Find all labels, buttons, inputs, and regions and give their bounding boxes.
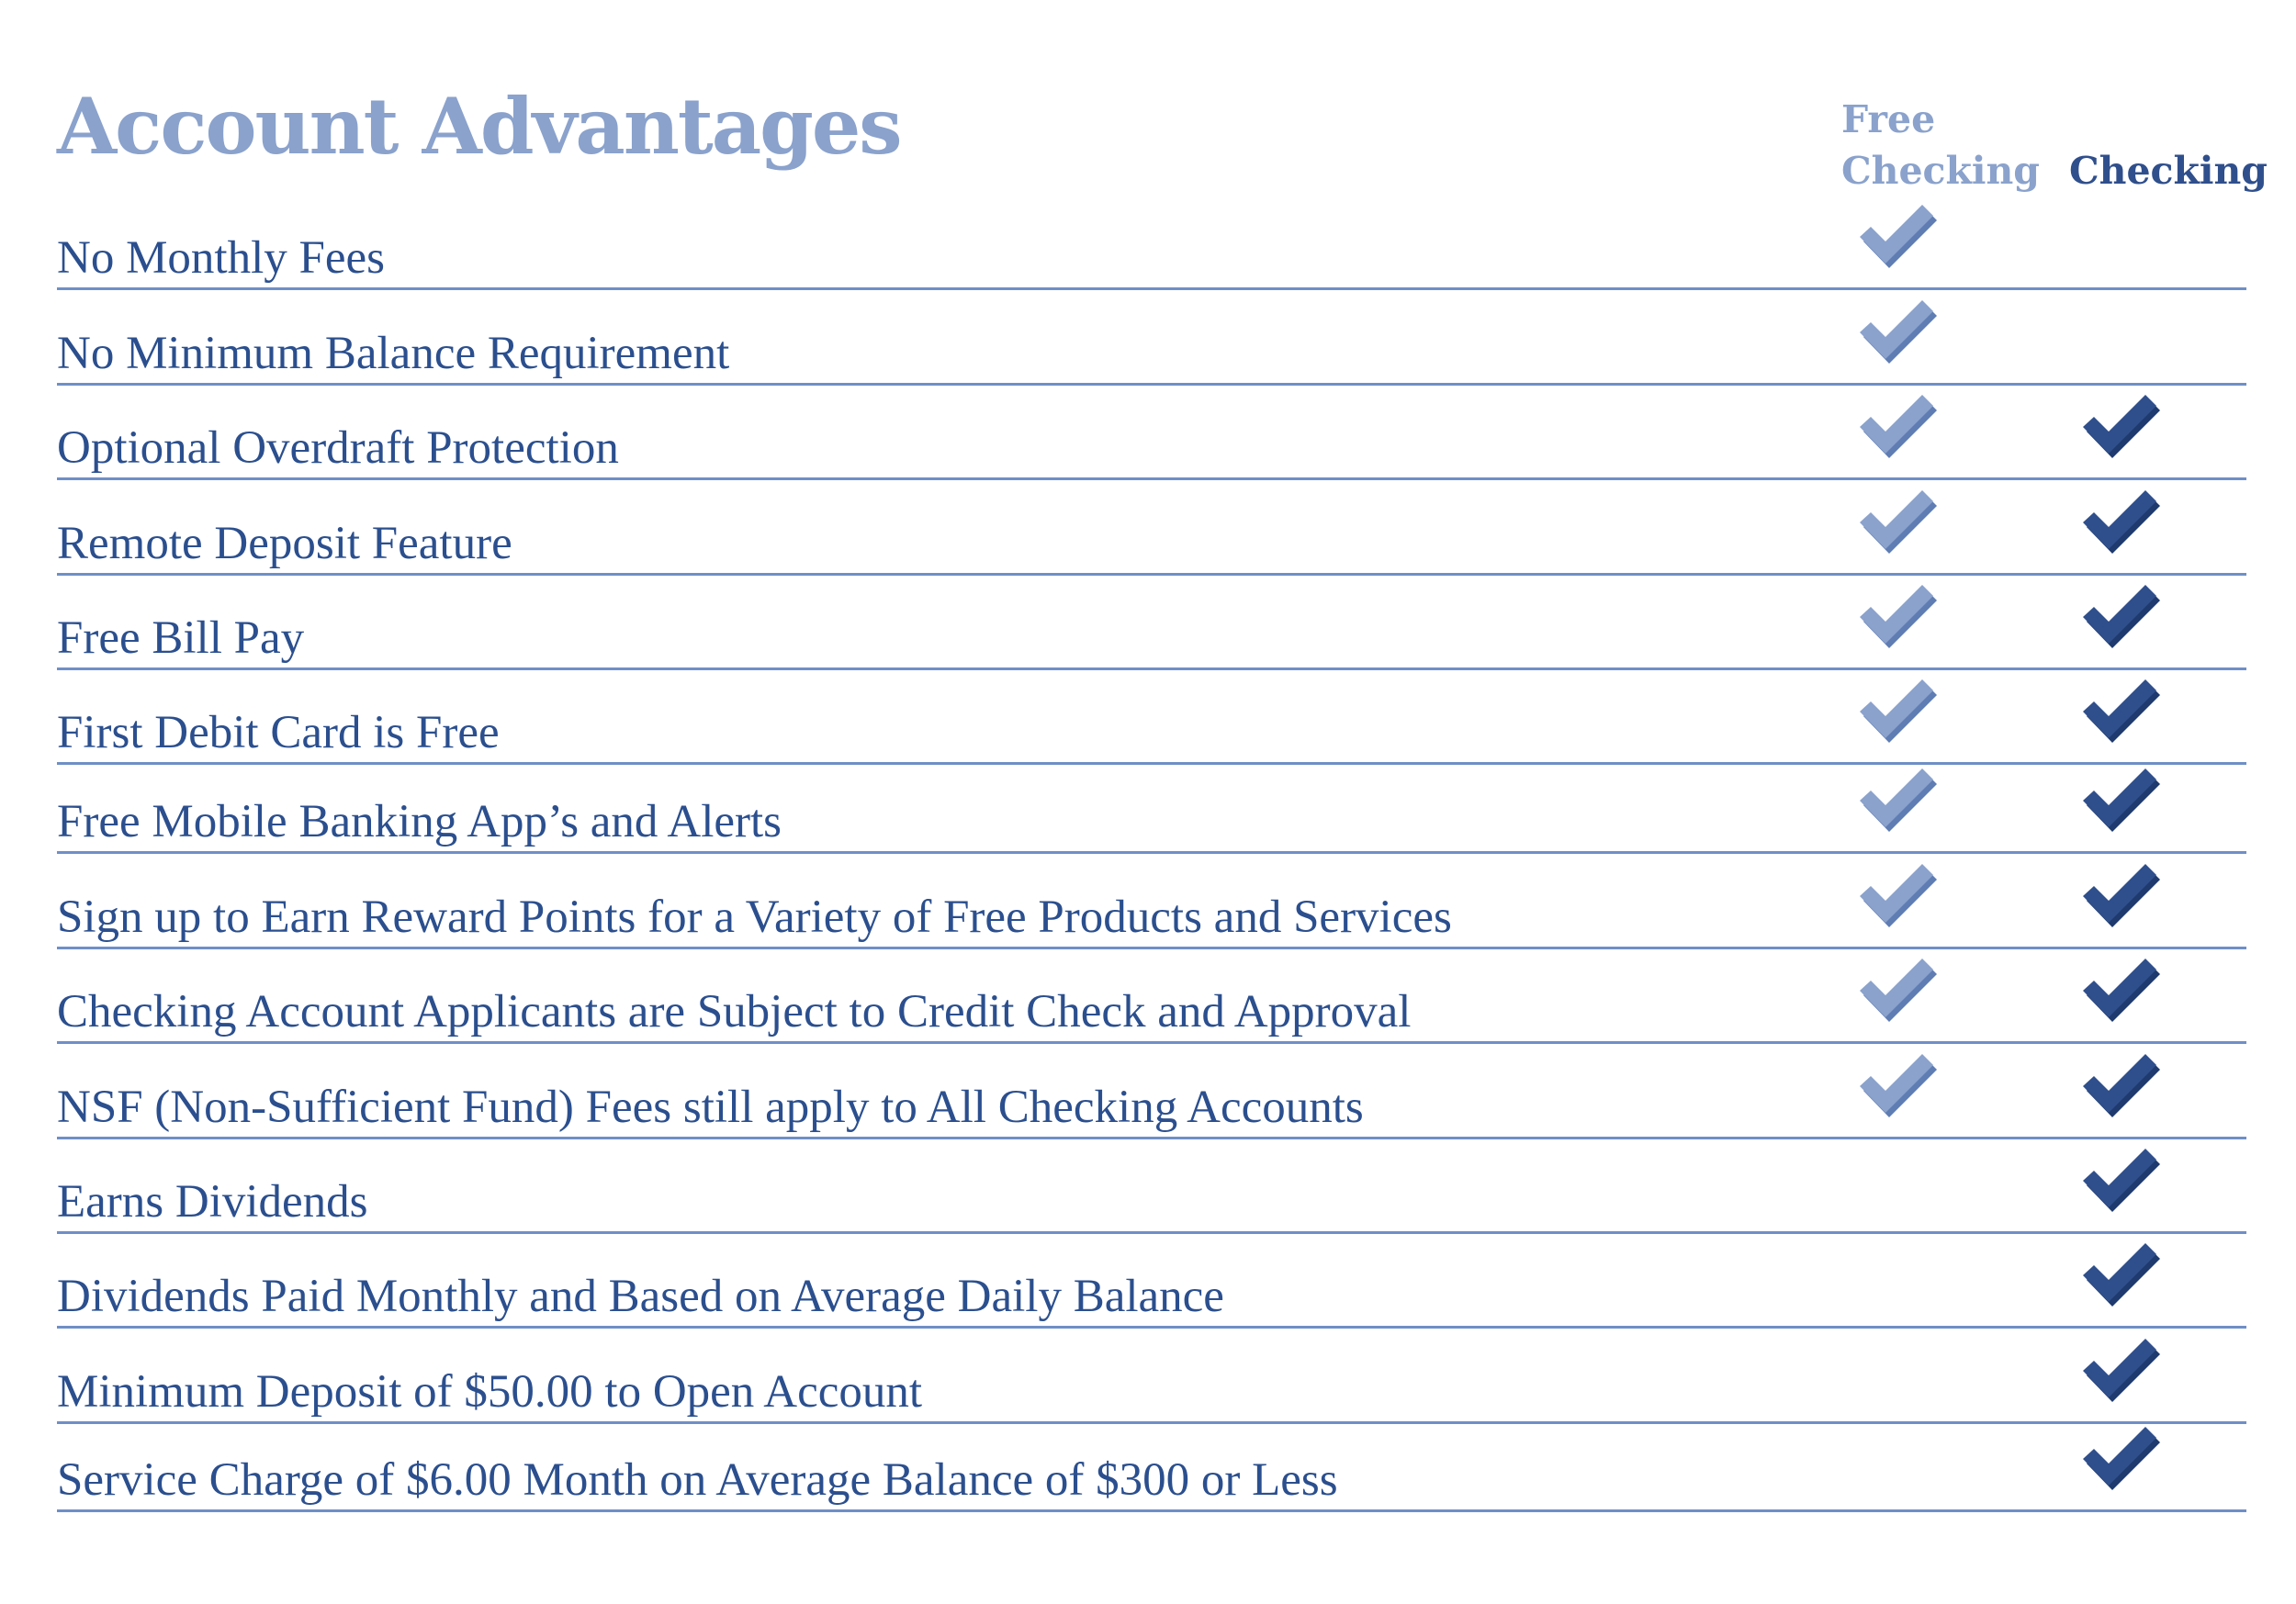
checking-check-icon [2076,387,2160,460]
table-row [57,1151,2246,1234]
table-row [57,1430,2246,1512]
checking-check-icon [2076,1419,2160,1492]
free-checking-check-icon [1852,671,1937,745]
column-header-free-line2: Checking [1841,149,2040,193]
checking-check-icon [2076,482,2160,555]
column-header-free-checking [1841,94,2040,196]
feature-label: Remote Deposit Feature [57,517,512,569]
table-row [57,771,2246,854]
feature-label: Free Mobile Banking App’s and Alerts [57,795,782,847]
feature-label: No Monthly Fees [57,231,385,284]
free-checking-check-icon [1852,760,1937,834]
checking-check-icon [2076,856,2160,929]
free-checking-check-icon [1852,1046,1937,1119]
feature-label: Checking Account Applicants are Subject to Credit Check and Approval [57,985,1412,1038]
table-row [57,208,2246,290]
table-row [57,398,2246,480]
free-checking-check-icon [1852,577,1937,650]
feature-label: Earns Dividends [57,1175,368,1228]
table-row [57,493,2246,576]
checking-check-icon [2076,1046,2160,1119]
checking-check-icon [2076,671,2160,745]
feature-label: Sign up to Earn Reward Points for a Variety of Free Products and Services [57,891,1452,943]
feature-label: Service Charge of $6.00 Month on Average Balance of $300 or Less [57,1453,1338,1506]
table-row [57,682,2246,765]
free-checking-check-icon [1852,950,1937,1024]
feature-label: No Minimum Balance Requirement [57,327,730,379]
checking-check-icon [2076,1235,2160,1308]
table-row [57,1057,2246,1139]
free-checking-check-icon [1852,387,1937,460]
feature-label: Dividends Paid Monthly and Based on Average Daily Balance [57,1270,1224,1322]
checking-check-icon [2076,950,2160,1024]
checking-check-icon [2076,1330,2160,1404]
free-checking-check-icon [1852,196,1937,270]
table-row [57,1246,2246,1329]
feature-label: Optional Overdraft Protection [57,421,619,474]
table-row [57,867,2246,949]
table-row [57,588,2246,670]
feature-label: Free Bill Pay [57,611,305,664]
page-title: Account Advantages [57,81,901,172]
checking-check-icon [2076,760,2160,834]
feature-label: Minimum Deposit of $50.00 to Open Account [57,1365,923,1418]
feature-label: First Debit Card is Free [57,706,500,758]
table-row [57,961,2246,1044]
column-header-free-line1: Free [1841,97,1936,141]
free-checking-check-icon [1852,292,1937,365]
column-header-checking: Checking [2069,149,2268,193]
table-row [57,303,2246,386]
checking-check-icon [2076,577,2160,650]
table-row [57,1341,2246,1424]
free-checking-check-icon [1852,482,1937,555]
feature-label: NSF (Non-Sufficient Fund) Fees still apply to All Checking Accounts [57,1081,1364,1133]
free-checking-check-icon [1852,856,1937,929]
checking-check-icon [2076,1140,2160,1214]
